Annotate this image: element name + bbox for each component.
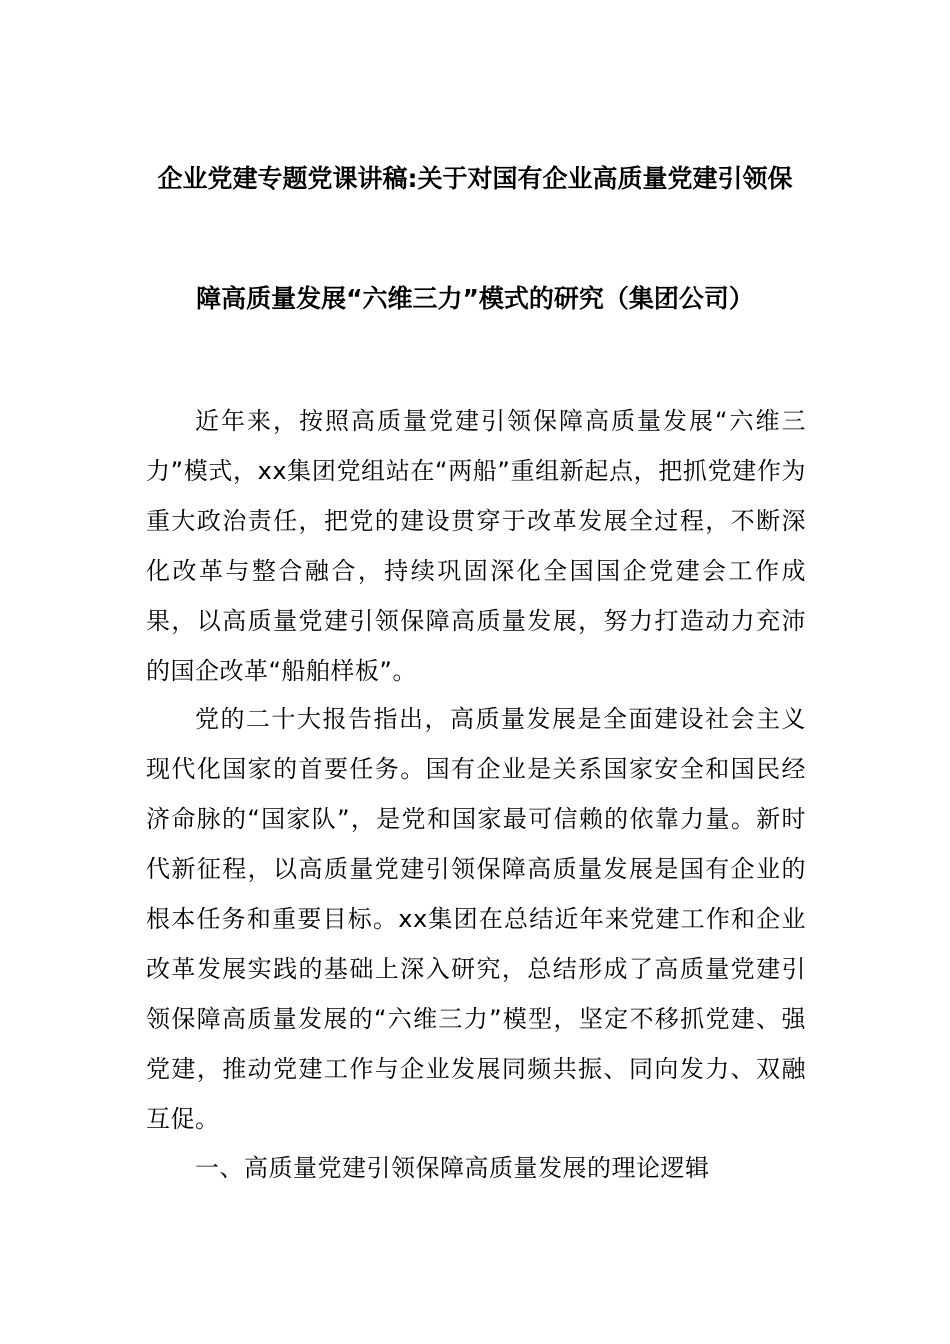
document-title-line-2: 障高质量发展“六维三力”模式的研究（集团公司） <box>196 284 754 313</box>
section-heading <box>146 1143 806 1193</box>
paragraph-background <box>146 694 806 1144</box>
paragraph-text: 党的二十大报告指出，高质量发展是全面建设社会主义现代化国家的首要任务。国有企业是关系国家安全和国民经济命脉的“国家队”，是党和国家最可信赖的依靠力量。新时代新征程，以高质量党建引领保障高质量发展是国有企业的根本任务和重要目标。xx集团在总结近年来党建工作和企业改革发展实践的基础上深入研究，总结形成了高质量党建引领保障高质量发展的“六维三力”模型，坚定不移抓党建、强党建，推动党建工作与企业发展同频共振、同向发力、双融互促。 <box>146 705 806 1133</box>
paragraph-intro <box>146 396 806 696</box>
paragraph-text: 近年来，按照高质量党建引领保障高质量发展“六维三力”模式，xx集团党组站在“两船”重组新起点，把抓党建作为重大政治责任，把党的建设贯穿于改革发展全过程，不断深化改革与整合融合，持续巩固深化全国国企党建会工作成果，以高质量党建引领保障高质量发展，努力打造动力充沛的国企改革“船舶样板”。 <box>146 407 806 685</box>
document-title-line-1: 企业党建专题党课讲稿:关于对国有企业高质量党建引领保 <box>157 164 793 193</box>
section-heading-text: 一、高质量党建引领保障高质量发展的理论逻辑 <box>195 1154 710 1182</box>
